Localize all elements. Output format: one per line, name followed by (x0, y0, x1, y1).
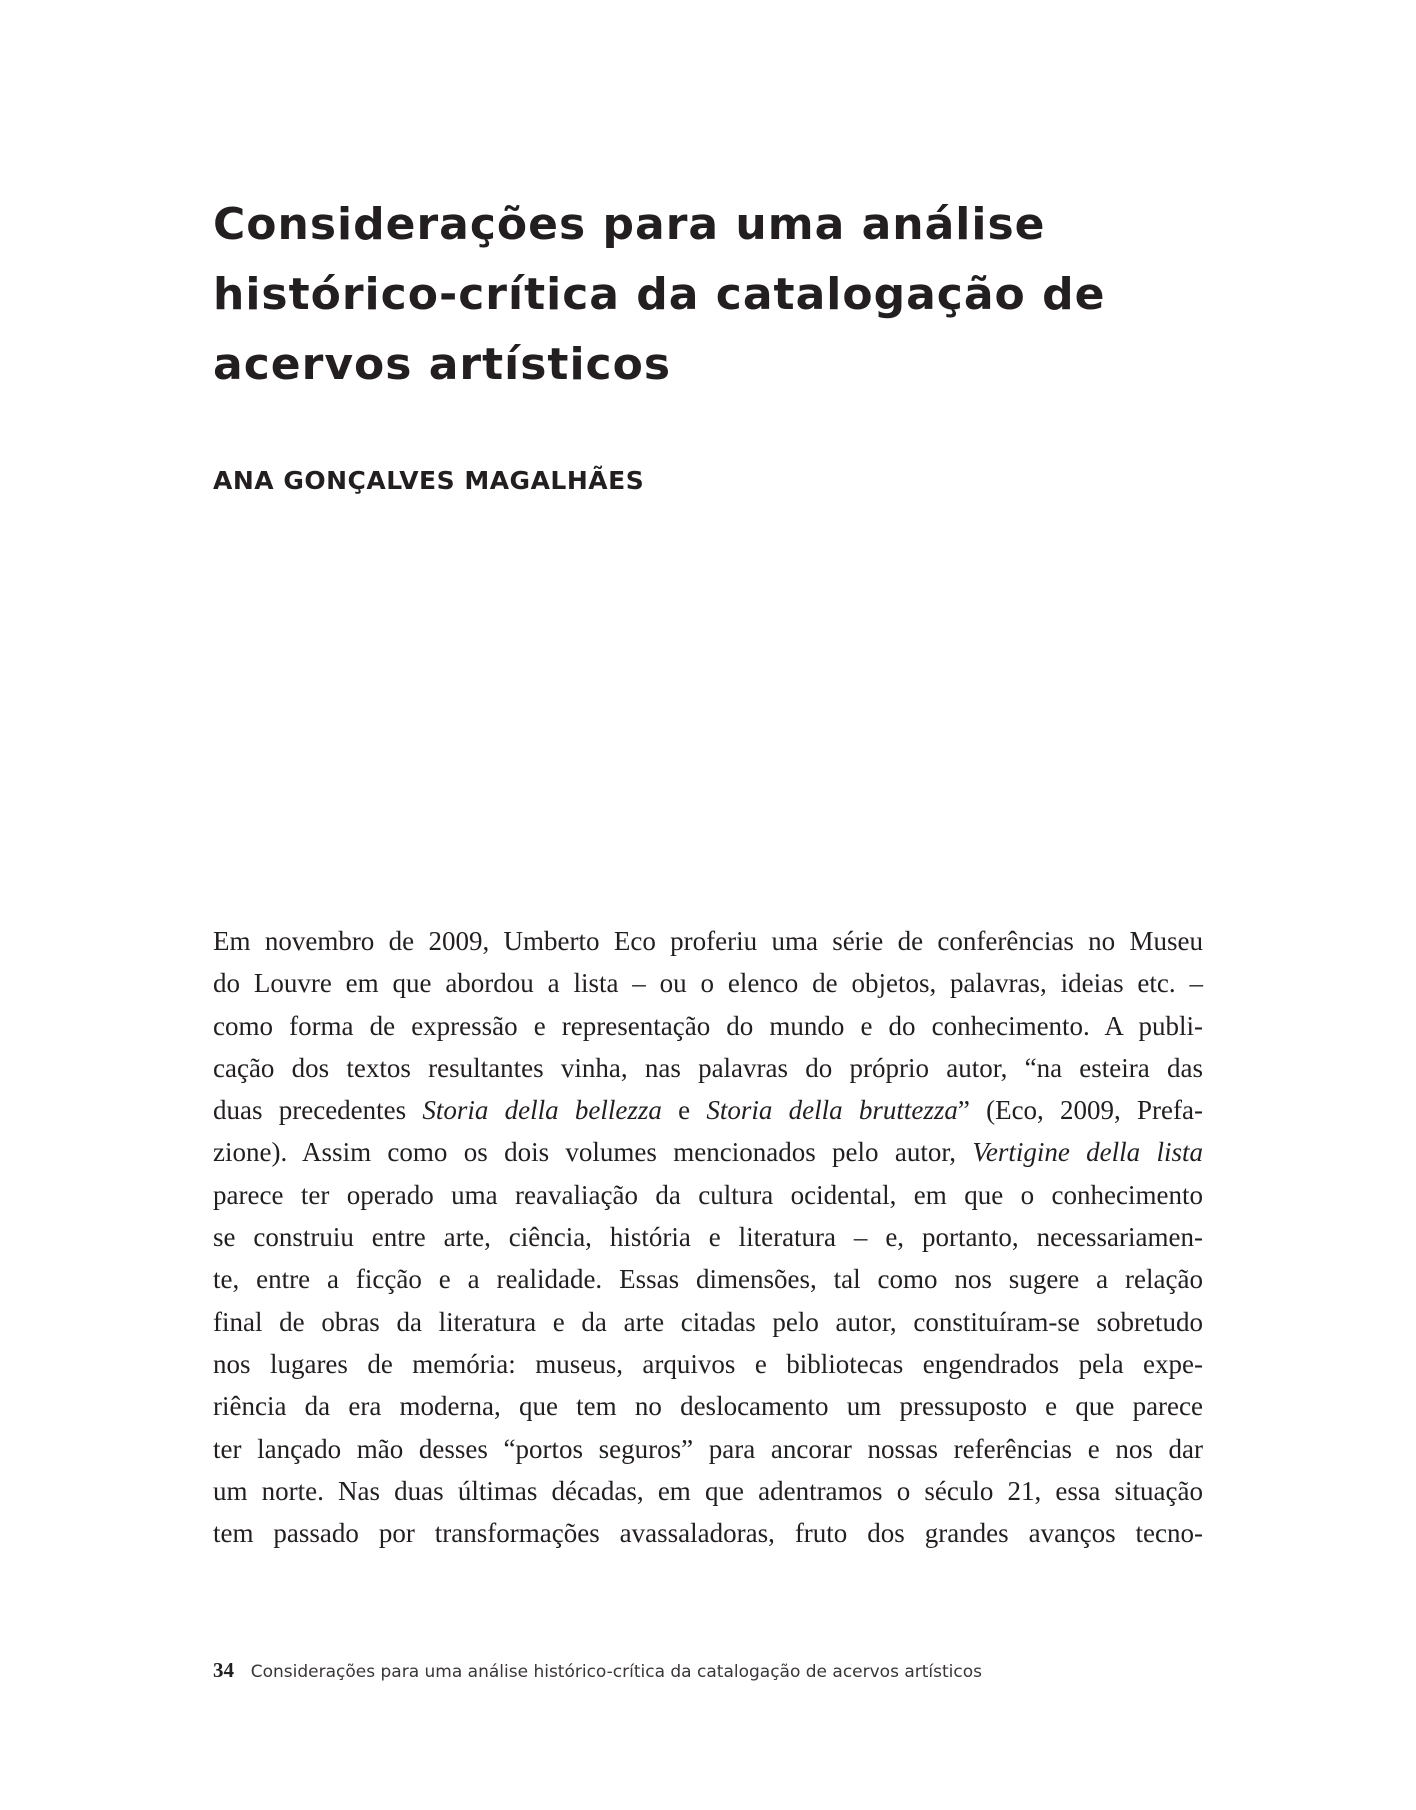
article-title-line: histórico-crítica da catalogação de (213, 269, 1106, 320)
book-title: Storia della bruttezza (706, 1095, 958, 1126)
body-line: nos lugares de memória: museus, arquivos e bibliotecas engendrados pela expe- (213, 1348, 1203, 1379)
article-author: ANA GONÇALVES MAGALHÃES (213, 466, 645, 495)
article-title-line: acervos artísticos (213, 339, 672, 390)
book-title: Storia della bellezza (422, 1095, 662, 1126)
body-line: te, entre a ficção e a realidade. Essas dimensões, tal como nos sugere a relação (213, 1264, 1203, 1295)
body-line: ter lançado mão desses “portos seguros” para ancorar nossas referências e nos dar (213, 1433, 1203, 1464)
body-line: se construiu entre arte, ciência, história e literatura – e, portanto, necessariamen- (213, 1222, 1203, 1253)
body-line: do Louvre em que abordou a lista – ou o elenco de objetos, palavras, ideias etc. – (213, 968, 1203, 999)
body-line: duas precedentes Storia della bellezza e Storia della bruttezza” (Eco, 2009, Prefa- (213, 1095, 1203, 1126)
body-line: como forma de expressão e representação do mundo e do conhecimento. A publi- (213, 1010, 1203, 1041)
body-line: parece ter operado uma reavaliação da cultura ocidental, em que o conhecimento (213, 1179, 1203, 1210)
body-line: um norte. Nas duas últimas décadas, em que adentramos o século 21, essa situação (213, 1475, 1203, 1506)
running-head: Considerações para uma análise histórico-crítica da catalogação de acervos artísticos (250, 1662, 982, 1682)
article-title-line: Considerações para uma análise (213, 199, 1046, 250)
body-line: riência da era moderna, que tem no deslocamento um pressuposto e que parece (213, 1391, 1203, 1422)
article-title (213, 190, 1213, 400)
body-line: final de obras da literatura e da arte citadas pelo autor, constituíram-se sobretudo (213, 1306, 1203, 1337)
body-line: Em novembro de 2009, Umberto Eco proferiu uma série de conferências no Museu (213, 926, 1203, 956)
body-line: cação dos textos resultantes vinha, nas palavras do próprio autor, “na esteira das (213, 1052, 1203, 1083)
body-line: tem passado por transformações avassaladoras, fruto dos grandes avanços tecno- (213, 1518, 1203, 1549)
page-number: 34 (213, 1658, 234, 1682)
page-footer (213, 1657, 982, 1685)
body-line: zione). Assim como os dois volumes mencionados pelo autor, Vertigine della lista (213, 1137, 1203, 1168)
body-paragraph (213, 920, 1203, 1554)
book-title: Vertigine della lista (972, 1137, 1203, 1168)
